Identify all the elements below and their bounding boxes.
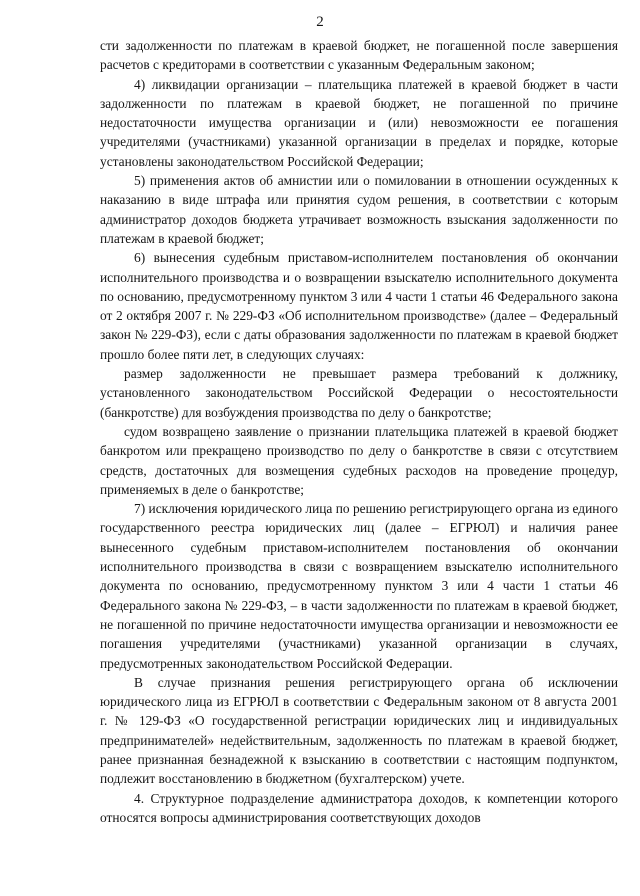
page-number: 2	[316, 14, 324, 30]
paragraph-item-4: 4) ликвидации организации – плательщика платежей в краевой бюджет в части задолженности по платежам в краевой бюджет, не погашенной по причине недостаточности имущества организации и (или) невозможности ее погашения учредителями (участниками) указанной организации в пределах и порядке, которые установлены законодательством Российской Федерации;	[100, 76, 618, 169]
paragraph-section-4: 4. Структурное подразделение администратора доходов, к компетенции которого относятся вопросы администрирования соответствующих доходов	[100, 790, 618, 825]
paragraph-restoration: В случае признания решения регистрирующего органа об исключении юридического лица из ЕГРЮЛ в соответствии с Федеральным законом от 8 августа 2001 г. № 129-ФЗ «О государственной регистрации юридических лиц и индивидуальных предпринимателей» недействительным, задолженность по платежам в краевой бюджет, ранее признанная безнадежной к взысканию в соответствии с настоящим подпунктом, подлежит восстановлению в бюджетном (бухгалтерском) учете.	[100, 674, 618, 787]
document-body	[100, 36, 618, 827]
paragraph-continuation: сти задолженности по платежам в краевой бюджет, не погашенной после завершения расчетов с кредиторами в соответствии с указанным Федеральным законом;	[100, 38, 618, 73]
paragraph-item-6: 6) вынесения судебным приставом-исполнителем постановления об окончании исполнительного производства и о возвращении взыскателю исполнительного документа по основанию, предусмотренному пунктом 3 или 4 части 1 статьи 46 Федерального закона от 2 октября 2007 г. № 229-ФЗ «Об исполнительном производстве» (далее – Федеральный закон № 229-ФЗ), если с даты образования задолженности по платежам в краевой бюджет прошло более пяти лет, в следующих случаях:	[100, 250, 618, 362]
paragraph-item-5: 5) применения актов об амнистии или о помиловании в отношении осужденных к наказанию в виде штрафа или принятия судом решения, в соответствии с которым администратор доходов бюджета утрачивает возможность взыскания задолженности по платежам в краевой бюджет;	[100, 173, 618, 246]
paragraph-case-1: размер задолженности не превышает размера требований к должнику, установленного законодательством Российской Федерации о несостоятельности (банкротстве) для возбуждения производства по делу о банкротстве;	[100, 366, 618, 420]
paragraph-case-2: судом возвращено заявление о признании плательщика платежей в краевой бюджет банкротом или прекращено производство по делу о банкротстве в связи с отсутствием средств, достаточных для возмещения судебных расходов на проведение процедур, применяемых в деле о банкротстве;	[100, 423, 618, 497]
paragraph-item-7: 7) исключения юридического лица по решению регистрирующего органа из единого государственного реестра юридических лиц (далее – ЕГРЮЛ) и наличия ранее вынесенного судебным приставом-исполнителем постановления об окончании исполнительного производства в связи с возвращением взыскателю исполнительного документа по основанию, предусмотренному пунктом 3 или 4 части 1 статьи 46 Федерального закона № 229-ФЗ, – в части задолженности по платежам в краевой бюджет, не погашенной по причине недостаточности имущества организации и невозможности ее погашения учредителями (участниками) указанной организации в случаях, предусмотренных законодательством Российской Федерации.	[100, 501, 618, 671]
